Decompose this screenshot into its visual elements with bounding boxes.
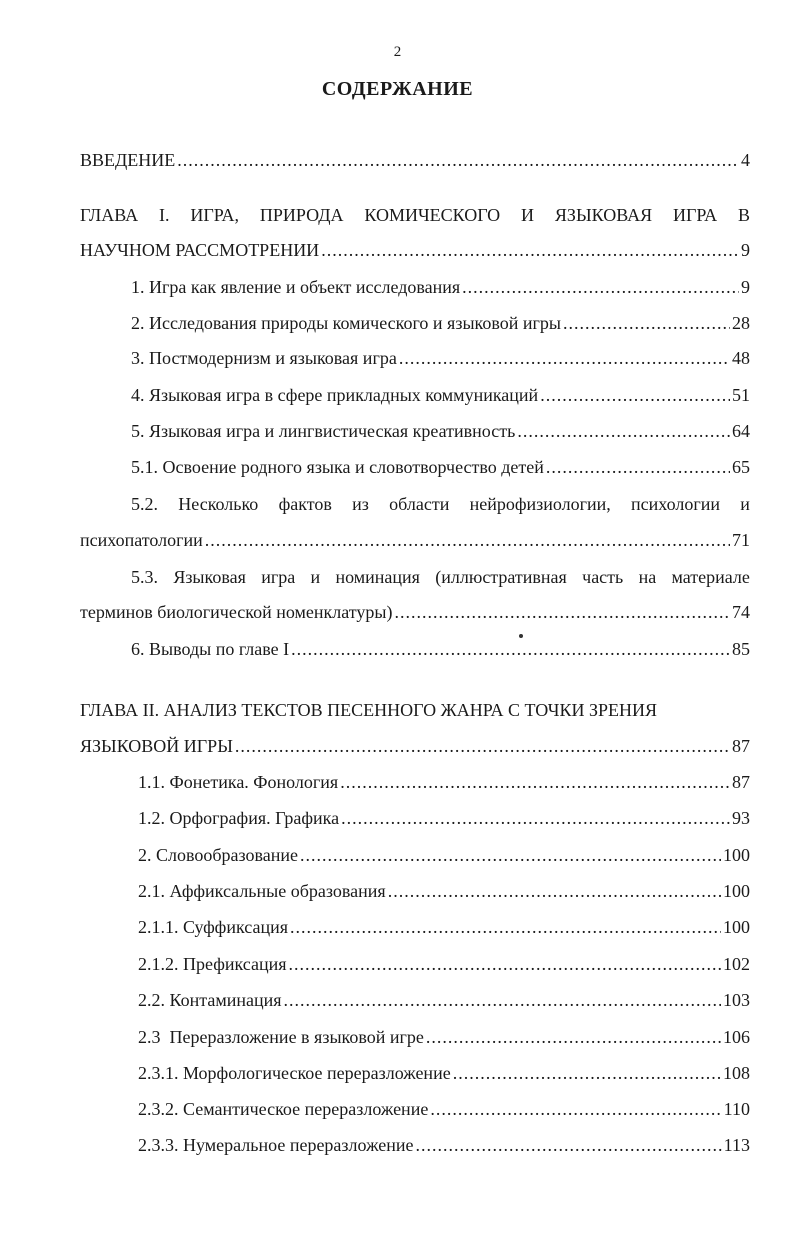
toc-entry-page: 110 [723, 1099, 750, 1119]
toc-entry[interactable] [131, 348, 750, 374]
heading-word: КОМИЧЕСКОГО [364, 205, 501, 225]
entry-word: часть [582, 567, 624, 587]
toc-entry-page: 93 [732, 808, 750, 828]
toc-entry-label: НАУЧНОМ РАССМОТРЕНИИ [80, 240, 320, 260]
toc-entry-label: 2.3.2. Семантическое переразложение [138, 1099, 429, 1119]
dot-leader [300, 845, 721, 866]
dot-leader [563, 313, 730, 334]
toc-entry[interactable] [138, 990, 750, 1016]
dot-leader [289, 954, 721, 975]
toc-entry-page: 9 [741, 240, 750, 260]
heading-word: ЯЗЫКОВАЯ [554, 205, 653, 225]
toc-entry-label: 2.1.2. Префиксация [138, 954, 287, 974]
toc-entry-label: ВВЕДЕНИЕ [80, 150, 176, 170]
toc-entry-5-3-line1[interactable] [131, 567, 750, 593]
toc-entry[interactable] [131, 277, 750, 303]
dot-leader [430, 1099, 721, 1120]
toc-entry-label: ЯЗЫКОВОЙ ИГРЫ [80, 736, 233, 756]
toc-entry-5-2-line1[interactable] [131, 494, 750, 520]
entry-word: нейрофизиологии, [469, 494, 611, 514]
heading-word: ИГРА [672, 205, 718, 225]
toc-entry-label: 6. Выводы по главе I [131, 639, 290, 659]
toc-entry-page: 4 [741, 150, 750, 170]
dot-leader [291, 639, 730, 660]
toc-entry[interactable] [138, 1063, 750, 1089]
toc-entry-label: 4. Языковая игра в сфере прикладных коммуникаций [131, 385, 539, 405]
toc-entry-page: 9 [741, 277, 750, 297]
toc-entry-6[interactable] [131, 639, 750, 665]
entry-word: и [310, 567, 321, 587]
toc-entry-page: 100 [723, 881, 750, 901]
heading-word: И [521, 205, 535, 225]
dot-leader [340, 772, 730, 793]
toc-entry-label: 2.3.3. Нумеральное переразложение [138, 1135, 414, 1155]
toc-entry-label: 2.3 Переразложение в языковой игре [138, 1027, 424, 1047]
toc-entry[interactable] [138, 1099, 750, 1125]
toc-entry-page: 71 [732, 530, 750, 550]
dot-leader [341, 808, 730, 829]
dot-leader [399, 348, 730, 369]
entry-word: из [352, 494, 369, 514]
toc-entry-page: 106 [723, 1027, 750, 1047]
toc-entry-label: 1. Игра как явление и объект исследования [131, 277, 461, 297]
toc-entry-label: 2.1.1. Суффиксация [138, 917, 289, 937]
chapter-1-heading-line2[interactable] [80, 240, 750, 266]
toc-entry-intro[interactable] [80, 150, 750, 176]
toc-entry[interactable] [138, 881, 750, 907]
dot-leader [177, 150, 739, 171]
toc-entry-label: 5.1. Освоение родного языка и словотворчество детей [131, 457, 544, 477]
entry-word: номинация [335, 567, 420, 587]
toc-entry-label: 1.1. Фонетика. Фонология [138, 772, 339, 792]
toc-entry-page: 100 [723, 917, 750, 937]
entry-word: 5.2. [131, 494, 158, 514]
toc-entry-page: 74 [732, 602, 750, 622]
entry-word: фактов [278, 494, 332, 514]
toc-entry-page: 48 [732, 348, 750, 368]
entry-word: игра [261, 567, 296, 587]
toc-entry-label: терминов биологической номенклатуры) [80, 602, 393, 622]
entry-word: и [740, 494, 750, 514]
dot-leader [546, 457, 730, 478]
toc-entry-page: 87 [732, 736, 750, 756]
toc-entry-label: 5. Языковая игра и лингвистическая креативность [131, 421, 516, 441]
toc-entry[interactable] [138, 845, 750, 871]
dot-leader [453, 1063, 721, 1084]
heading-word: I. [159, 205, 170, 225]
entry-word: 5.3. [131, 567, 158, 587]
toc-entry-5-2-line2[interactable] [80, 530, 750, 556]
toc-entry-page: 108 [723, 1063, 750, 1083]
dot-leader [284, 990, 721, 1011]
dot-leader [321, 240, 739, 261]
heading-word: ГЛАВА [80, 205, 139, 225]
entry-word: Несколько [178, 494, 259, 514]
toc-entry-page: 28 [732, 313, 750, 333]
entry-word: психологии [631, 494, 721, 514]
dot-leader [205, 530, 730, 551]
toc-entry-page: 102 [723, 954, 750, 974]
dot-leader [388, 881, 721, 902]
scan-speck [519, 634, 523, 638]
toc-entry-page: 103 [723, 990, 750, 1010]
toc-entry-label: 2. Словообразование [138, 845, 299, 865]
toc-entry-page: 87 [732, 772, 750, 792]
chapter-2-heading-line2[interactable] [80, 736, 750, 762]
entry-word: (иллюстративная [435, 567, 567, 587]
heading-word: ИГРА, [190, 205, 240, 225]
dot-leader [235, 736, 730, 757]
toc-entry-page: 100 [723, 845, 750, 865]
toc-entry-label: 2. Исследования природы комического и языковой игры [131, 313, 561, 333]
toc-entry-label: ГЛАВА II. АНАЛИЗ ТЕКСТОВ ПЕСЕННОГО ЖАНРА С ТОЧКИ ЗРЕНИЯ [80, 700, 657, 720]
dot-leader [426, 1027, 721, 1048]
toc-entry[interactable] [131, 385, 750, 411]
toc-entry-label: 1.2. Орфография. Графика [138, 808, 340, 828]
entry-word: на [638, 567, 657, 587]
heading-word: ПРИРОДА [259, 205, 344, 225]
entry-word: области [389, 494, 450, 514]
entry-word: материале [671, 567, 750, 587]
toc-entry[interactable] [138, 917, 750, 943]
toc-entry-label: 2.2. Контаминация [138, 990, 282, 1010]
toc-entry-page: 51 [732, 385, 750, 405]
toc-entry[interactable] [138, 772, 750, 798]
dot-leader [540, 385, 730, 406]
toc-entry[interactable] [131, 421, 750, 447]
dot-leader [462, 277, 739, 298]
toc-entry-page: 113 [723, 1135, 750, 1155]
toc-entry[interactable] [138, 808, 750, 834]
toc-entry[interactable] [131, 457, 750, 483]
page-number: 2 [393, 44, 402, 60]
toc-entry-label: 2.1. Аффиксальные образования [138, 881, 386, 901]
toc-entry[interactable] [131, 313, 750, 339]
dot-leader [416, 1135, 722, 1156]
chapter-1-heading-line1[interactable] [80, 205, 750, 231]
toc-entry-page: 65 [732, 457, 750, 477]
toc-entry[interactable] [138, 1135, 750, 1161]
toc-entry-page: 64 [732, 421, 750, 441]
dot-leader [395, 602, 730, 623]
toc-entry-label: 3. Постмодернизм и языковая игра [131, 348, 397, 368]
toc-entry[interactable] [138, 1027, 750, 1053]
dot-leader [290, 917, 721, 938]
toc-entry-label: 2.3.1. Морфологическое переразложение [138, 1063, 451, 1083]
entry-word: Языковая [173, 567, 246, 587]
toc-entry[interactable] [138, 954, 750, 980]
chapter-2-heading-line1[interactable] [80, 700, 750, 726]
toc-entry-page: 85 [732, 639, 750, 659]
toc-entry-label: психопатологии [80, 530, 203, 550]
dot-leader [517, 421, 730, 442]
toc-entry-5-3-line2[interactable] [80, 602, 750, 628]
heading-word: В [737, 205, 750, 225]
toc-title: СОДЕРЖАНИЕ [321, 78, 474, 100]
